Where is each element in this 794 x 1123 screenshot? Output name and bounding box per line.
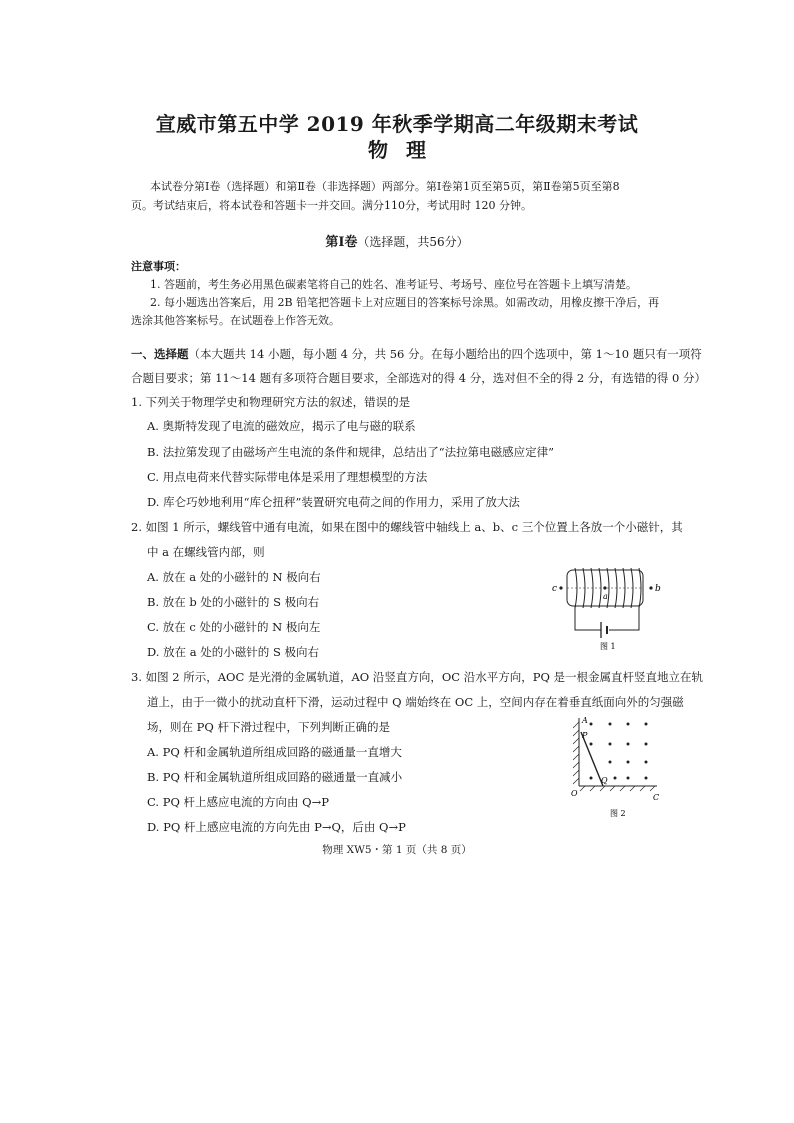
figure-1-solenoid xyxy=(545,560,675,655)
q1-option-d: D. 库仑巧妙地利用“库仑扭秤”装置研究电荷之间的作用力，采用了放大法 xyxy=(147,495,520,509)
q1-option-c: C. 用点电荷来代替实际带电体是采用了理想模型的方法 xyxy=(147,470,428,484)
intro-line-1: 本试卷分第Ⅰ卷（选择题）和第Ⅱ卷（非选择题）两部分。第Ⅰ卷第1页至第5页，第Ⅱ卷第5页至第8 xyxy=(150,180,620,193)
label-c: c xyxy=(552,584,558,594)
label-O: O xyxy=(571,789,578,798)
q2-option-c: C. 放在 c 处的小磁针的 N 极向左 xyxy=(147,620,321,634)
q1-option-b: B. 法拉第发现了由磁场产生电流的条件和规律，总结出了“法拉第电磁感应定律” xyxy=(147,445,555,459)
note-2b: 选涂其他答案标号。在试题卷上作答无效。 xyxy=(131,314,340,327)
label-b: b xyxy=(655,584,661,594)
label-Q: Q xyxy=(601,776,608,785)
part-1-label: 一、选择题 xyxy=(131,347,189,361)
part-1-heading xyxy=(131,346,702,362)
q1-stem: 1. 下列关于物理学史和物理研究方法的叙述，错误的是 xyxy=(131,395,411,409)
q2-option-b: B. 放在 b 处的小磁针的 S 极向右 xyxy=(147,595,320,609)
q3-option-b: B. PQ 杆和金属轨道所组成回路的磁通量一直减小 xyxy=(147,770,403,784)
page-footer: 物理 XW5・第 1 页（共 8 页） xyxy=(322,844,472,856)
part-1-desc-2: 合题目要求；第 11～14 题有多项符合题目要求，全部选对的得 4 分，选对但不全的得 2 分，有选错的得 0 分） xyxy=(131,371,706,385)
figure-1-caption: 图 1 xyxy=(600,642,616,651)
q3-option-c: C. PQ 杆上感应电流的方向由 Q→P xyxy=(147,795,329,809)
section-1-label: 第Ⅰ卷 xyxy=(325,235,358,250)
notes-heading: 注意事项： xyxy=(131,260,186,273)
q2-option-a: A. 放在 a 处的小磁针的 N 极向右 xyxy=(147,570,321,584)
part-1-desc-1: （本大题共 14 小题，每小题 4 分，共 56 分。在每小题给出的四个选项中，第 1～10 题只有一项符 xyxy=(188,347,702,361)
q2-stem-2: 中 a 在螺线管内部，则 xyxy=(147,545,265,559)
q3-stem-2: 道上，由于一微小的扰动直杆下滑，运动过程中 Q 端始终在 OC 上，空间内存在着垂直纸面向外的匀强磁 xyxy=(147,695,684,709)
label-a: a xyxy=(603,592,608,601)
figure-2-caption: 图 2 xyxy=(610,809,626,818)
wall-hatch xyxy=(573,722,579,784)
exam-subject: 物理 xyxy=(368,138,444,162)
note-1: 1. 答题前，考生务必用黑色碳素笔将自己的姓名、准考证号、考场号、座位号在答题卡上填写清楚。 xyxy=(150,278,637,291)
point-b xyxy=(649,586,652,589)
q2-stem-1: 2. 如图 1 所示，螺线管中通有电流，如果在图中的螺线管中轴线上 a、b、c 三个位置上各放一个小磁针，其 xyxy=(131,520,683,534)
label-A: A xyxy=(582,716,588,725)
section-1-heading xyxy=(0,231,794,250)
intro-line-2: 页。考试结束后，将本试卷和答题卡一并交回。满分110分，考试用时 120 分钟。 xyxy=(131,199,532,212)
q3-option-a: A. PQ 杆和金属轨道所组成回路的磁通量一直增大 xyxy=(147,745,402,759)
exam-title: 宣威市第五中学 2019 年秋季学期高二年级期末考试 xyxy=(155,112,639,136)
field-dots xyxy=(590,723,648,780)
point-c xyxy=(559,586,562,589)
q2-option-d: D. 放在 a 处的小磁针的 S 极向右 xyxy=(147,645,319,659)
q3-stem-3: 场，则在 PQ 杆下滑过程中，下列判断正确的是 xyxy=(147,720,390,734)
note-2a: 2. 每小题选出答案后，用 2B 铅笔把答题卡上对应题目的答案标号涂黑。如需改动，用橡皮擦干净后，再 xyxy=(150,296,660,309)
point-a xyxy=(603,586,606,589)
q3-stem-1: 3. 如图 2 所示，AOC 是光滑的金属轨道，AO 沿竖直方向，OC 沿水平方向，PQ 是一根金属直杆竖直地立在轨 xyxy=(131,670,704,684)
label-C: C xyxy=(653,793,660,802)
q1-option-a: A. 奥斯特发现了电流的磁效应，揭示了电与磁的联系 xyxy=(147,419,416,433)
section-1-desc: （选择题，共56分） xyxy=(357,235,469,249)
figure-2-rail xyxy=(565,712,675,822)
label-P: P xyxy=(582,731,588,740)
q3-option-d: D. PQ 杆上感应电流的方向先由 P→Q，后由 Q→P xyxy=(147,820,406,834)
ground-hatch xyxy=(580,786,655,791)
